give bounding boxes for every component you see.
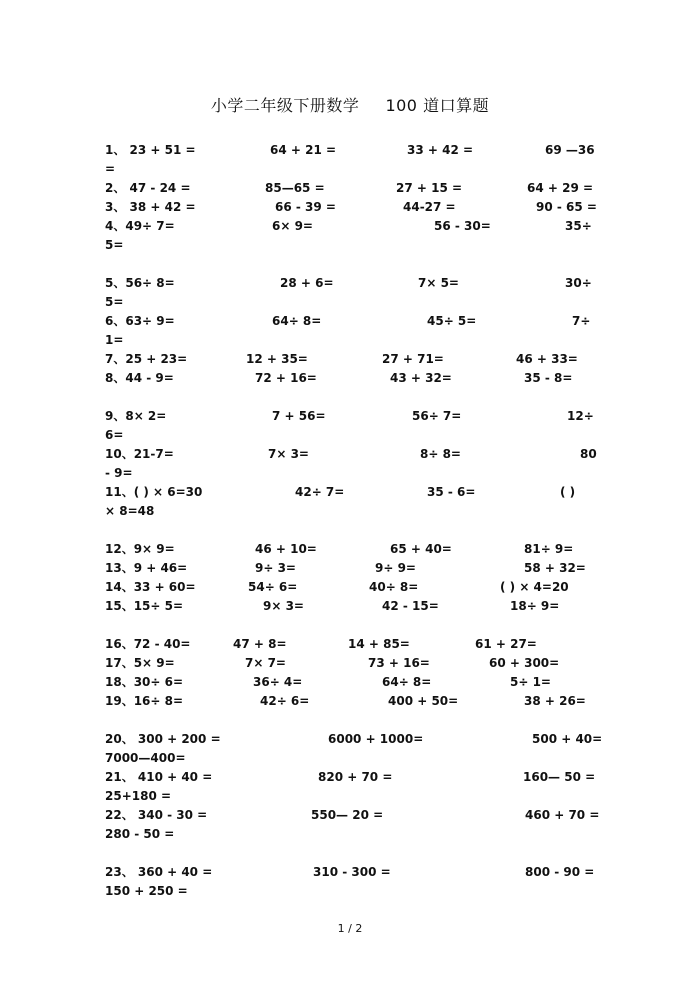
problem: 60 + 300=	[489, 656, 560, 670]
problem: 80	[580, 447, 597, 461]
problem: 18、30÷ 6=	[105, 675, 184, 689]
problem: 5÷ 1=	[510, 675, 551, 689]
problem: 9× 3=	[263, 599, 304, 613]
problem: 73 + 16=	[368, 656, 430, 670]
problem: 2、 47 - 24 =	[105, 181, 191, 195]
problem: 500 + 40=	[532, 732, 603, 746]
problem: 5、56÷ 8=	[105, 276, 175, 290]
problem: 56÷ 7=	[412, 409, 462, 423]
problem: 90 - 65 =	[536, 200, 597, 214]
problem-row	[105, 559, 595, 578]
problem: 14、33 + 60=	[105, 580, 196, 594]
problem: 7、25 + 23=	[105, 352, 188, 366]
problem: 4、49÷ 7=	[105, 219, 175, 233]
problem: 400 + 50=	[388, 694, 459, 708]
problem-row	[105, 217, 595, 236]
problem: 72 + 16=	[255, 371, 317, 385]
problem: 69 —36	[545, 143, 595, 157]
problem-continuation: 150 + 250 =	[105, 884, 188, 898]
problem: 35 - 8=	[524, 371, 573, 385]
problem-row	[105, 673, 595, 692]
problem-row	[105, 540, 595, 559]
problem-row	[105, 768, 595, 787]
problem: 64÷ 8=	[382, 675, 432, 689]
problem: 46 + 33=	[516, 352, 578, 366]
problem: 61 + 27=	[475, 637, 537, 651]
problem-continuation: =	[105, 162, 116, 176]
problem: 9÷ 3=	[255, 561, 296, 575]
problem: 65 + 40=	[390, 542, 452, 556]
problem: 12÷	[567, 409, 594, 423]
problem: 15、15÷ 5=	[105, 599, 184, 613]
problem-continuation: - 9=	[105, 466, 133, 480]
problem: 6000 + 1000=	[328, 732, 424, 746]
problem-continuation: 1=	[105, 333, 124, 347]
problem: 30÷	[565, 276, 592, 290]
problem: 64÷ 8=	[272, 314, 322, 328]
problem-row	[105, 350, 595, 369]
problem: 44-27 =	[403, 200, 456, 214]
problem: 14 + 85=	[348, 637, 410, 651]
problem: 20、 300 + 200 =	[105, 732, 221, 746]
problem-continuation: × 8=48	[105, 504, 155, 518]
problem: 22、 340 - 30 =	[105, 808, 208, 822]
problem-continuation: 5=	[105, 295, 124, 309]
page-title	[0, 93, 700, 116]
problem: 13、9 + 46=	[105, 561, 188, 575]
problem: 45÷ 5=	[427, 314, 477, 328]
problem: 6× 9=	[272, 219, 313, 233]
problem-row	[105, 312, 595, 331]
problem: 47 + 8=	[233, 637, 287, 651]
problem-continuation: 6=	[105, 428, 124, 442]
problem: 64 + 29 =	[527, 181, 594, 195]
problem: 42÷ 7=	[295, 485, 345, 499]
problem-row	[105, 654, 595, 673]
problem: 1、 23 + 51 =	[105, 143, 196, 157]
title-grade: 小学二年级下册数学	[210, 96, 360, 115]
problem-row	[105, 578, 595, 597]
problem: 46 + 10=	[255, 542, 317, 556]
problem: 800 - 90 =	[525, 865, 595, 879]
problem-row	[105, 692, 595, 711]
problem-row	[105, 483, 595, 502]
problem-row	[105, 407, 595, 426]
problem: 7× 7=	[245, 656, 286, 670]
problem: 43 + 32=	[390, 371, 452, 385]
problem-row	[105, 597, 595, 616]
problem-row	[105, 445, 595, 464]
problem: 9÷ 9=	[375, 561, 416, 575]
problem-row	[105, 179, 595, 198]
problem-row	[105, 274, 595, 293]
problem: 42 - 15=	[382, 599, 439, 613]
problem-continuation: 25+180 =	[105, 789, 172, 803]
problem: ( )	[560, 485, 576, 499]
problem: 56 - 30=	[434, 219, 491, 233]
problem: 12、9× 9=	[105, 542, 175, 556]
problem-row	[105, 141, 595, 160]
problem-row	[105, 635, 595, 654]
problem: 21、 410 + 40 =	[105, 770, 213, 784]
problem: 17、5× 9=	[105, 656, 175, 670]
problem: 8、44 - 9=	[105, 371, 174, 385]
problem: 35÷	[565, 219, 592, 233]
problem-row	[105, 198, 595, 217]
page-number: 1 / 2	[337, 922, 363, 935]
problem: 820 + 70 =	[318, 770, 393, 784]
problem: 27 + 15 =	[396, 181, 463, 195]
problem: 7÷	[572, 314, 591, 328]
problem: 23、 360 + 40 =	[105, 865, 213, 879]
problem-continuation: 7000—400=	[105, 751, 186, 765]
problem: 19、16÷ 8=	[105, 694, 184, 708]
problem: 8÷ 8=	[420, 447, 461, 461]
problem: 58 + 32=	[524, 561, 586, 575]
problem-row	[105, 730, 603, 749]
problem: 40÷ 8=	[369, 580, 419, 594]
problem: 81÷ 9=	[524, 542, 574, 556]
title-count: 100 道口算题	[385, 96, 490, 115]
problem-row	[105, 863, 595, 882]
problem: 7× 3=	[268, 447, 309, 461]
problem: 28 + 6=	[280, 276, 334, 290]
problem: 10、21-7=	[105, 447, 174, 461]
problem: 7 + 56=	[272, 409, 326, 423]
problem: 11、( ) × 6=30	[105, 485, 203, 499]
problem: 18÷ 9=	[510, 599, 560, 613]
problem: 16、72 - 40=	[105, 637, 191, 651]
problem: ( ) × 4=20	[500, 580, 569, 594]
problem-continuation: 280 - 50 =	[105, 827, 175, 841]
problem: 54÷ 6=	[248, 580, 298, 594]
problem: 460 + 70 =	[525, 808, 600, 822]
problem-list	[105, 141, 603, 901]
problem: 310 - 300 =	[313, 865, 391, 879]
problem: 42÷ 6=	[260, 694, 310, 708]
problem: 33 + 42 =	[407, 143, 474, 157]
problem: 66 - 39 =	[275, 200, 336, 214]
problem: 9、8× 2=	[105, 409, 167, 423]
problem: 7× 5=	[418, 276, 459, 290]
problem: 38 + 26=	[524, 694, 586, 708]
problem-row	[105, 806, 600, 825]
problem: 64 + 21 =	[270, 143, 337, 157]
problem: 6、63÷ 9=	[105, 314, 175, 328]
problem: 550— 20 =	[311, 808, 384, 822]
problem: 35 - 6=	[427, 485, 476, 499]
problem: 36÷ 4=	[253, 675, 303, 689]
problem: 3、 38 + 42 =	[105, 200, 196, 214]
problem-continuation: 5=	[105, 238, 124, 252]
problem: 160— 50 =	[523, 770, 596, 784]
problem-row	[105, 369, 595, 388]
problem: 85—65 =	[265, 181, 325, 195]
problem: 27 + 71=	[382, 352, 444, 366]
problem: 12 + 35=	[246, 352, 308, 366]
